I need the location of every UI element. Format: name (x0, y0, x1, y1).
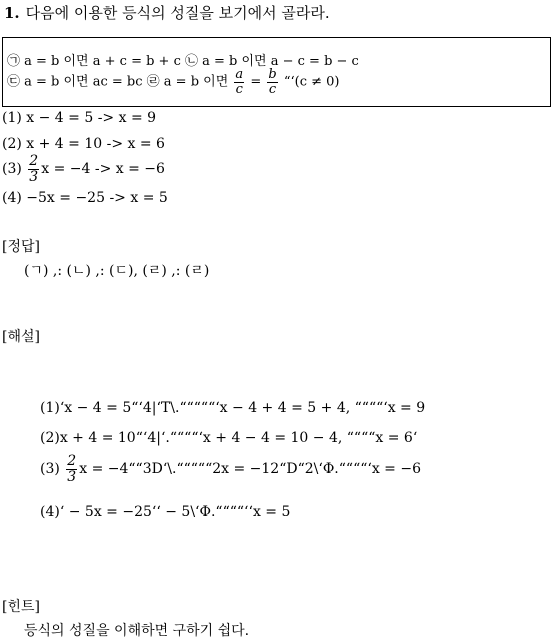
fraction-a-over-c (234, 68, 244, 96)
question-2: (2) x + 4 = 10 -> x = 6 (2, 136, 165, 152)
fraction-denominator: 3 (67, 468, 77, 485)
question-3-rest: x = −4 -> x = −6 (41, 161, 165, 178)
explanation-line-3-label: (3) (40, 461, 60, 478)
choices-line-1: ㉠ a = b 이면 a + c = b + c ㉡ a = b 이면 a − c = b − c (7, 54, 359, 69)
fraction-denominator: 3 (29, 168, 39, 185)
fraction-numerator: 2 (29, 153, 39, 169)
explanation-heading: [해설] (2, 329, 40, 345)
fraction-numerator: 2 (67, 453, 77, 469)
condition-text: “‘(c ≠ 0) (283, 74, 340, 90)
question-3-label: (3) (2, 161, 22, 178)
answer-text: (ㄱ) ,: (ㄴ) ,: (ㄷ), (ㄹ) ,: (ㄹ) (24, 263, 210, 279)
fraction-denominator: c (268, 81, 277, 97)
fraction-two-thirds (28, 154, 39, 184)
equals-sign: = (250, 74, 262, 90)
explanation-line-2: (2)x + 4 = 10“‘4|‘.““““‘x + 4 − 4 = 10 − 4, ““““x = 6‘ (40, 430, 418, 446)
explanation-line-1: (1)‘x − 4 = 5“‘4|‘T\.“““““‘x − 4 + 4 = 5 + 4, ““““‘x = 9 (40, 400, 426, 416)
hint-heading: [힌트] (2, 599, 40, 615)
fraction-denominator: c (235, 81, 243, 97)
question-1: (1) x − 4 = 5 -> x = 9 (2, 110, 157, 126)
choices-box (2, 37, 551, 107)
problem-text: 다음에 이용한 등식의 성질을 보기에서 골라라. (25, 4, 330, 22)
question-4: (4) −5x = −25 -> x = 5 (2, 190, 168, 206)
fraction-numerator: b (268, 67, 277, 82)
explanation-line-3 (40, 454, 421, 484)
problem-number: 1. (4, 4, 20, 22)
explanation-line-3-rest: x = −4““3D‘\.“““““2x = −12“D“2\‘Φ.““““‘x = −6 (79, 461, 421, 478)
choices-line-2 (7, 68, 339, 96)
fraction-b-over-c (267, 68, 277, 96)
fraction-numerator: a (235, 67, 244, 82)
fraction-two-thirds (66, 454, 77, 484)
choices-line-2-text: ㉢ a = b 이면 ac = bc ㉣ a = b 이면 (7, 74, 229, 90)
question-3 (2, 154, 165, 184)
answer-heading: [정답] (2, 239, 40, 255)
hint-text: 등식의 성질을 이해하면 구하기 쉽다. (24, 623, 250, 639)
problem-title (4, 2, 330, 23)
explanation-line-4: (4)‘ − 5x = −25‘‘ − 5\‘Φ.““““‘‘x = 5 (40, 504, 291, 520)
